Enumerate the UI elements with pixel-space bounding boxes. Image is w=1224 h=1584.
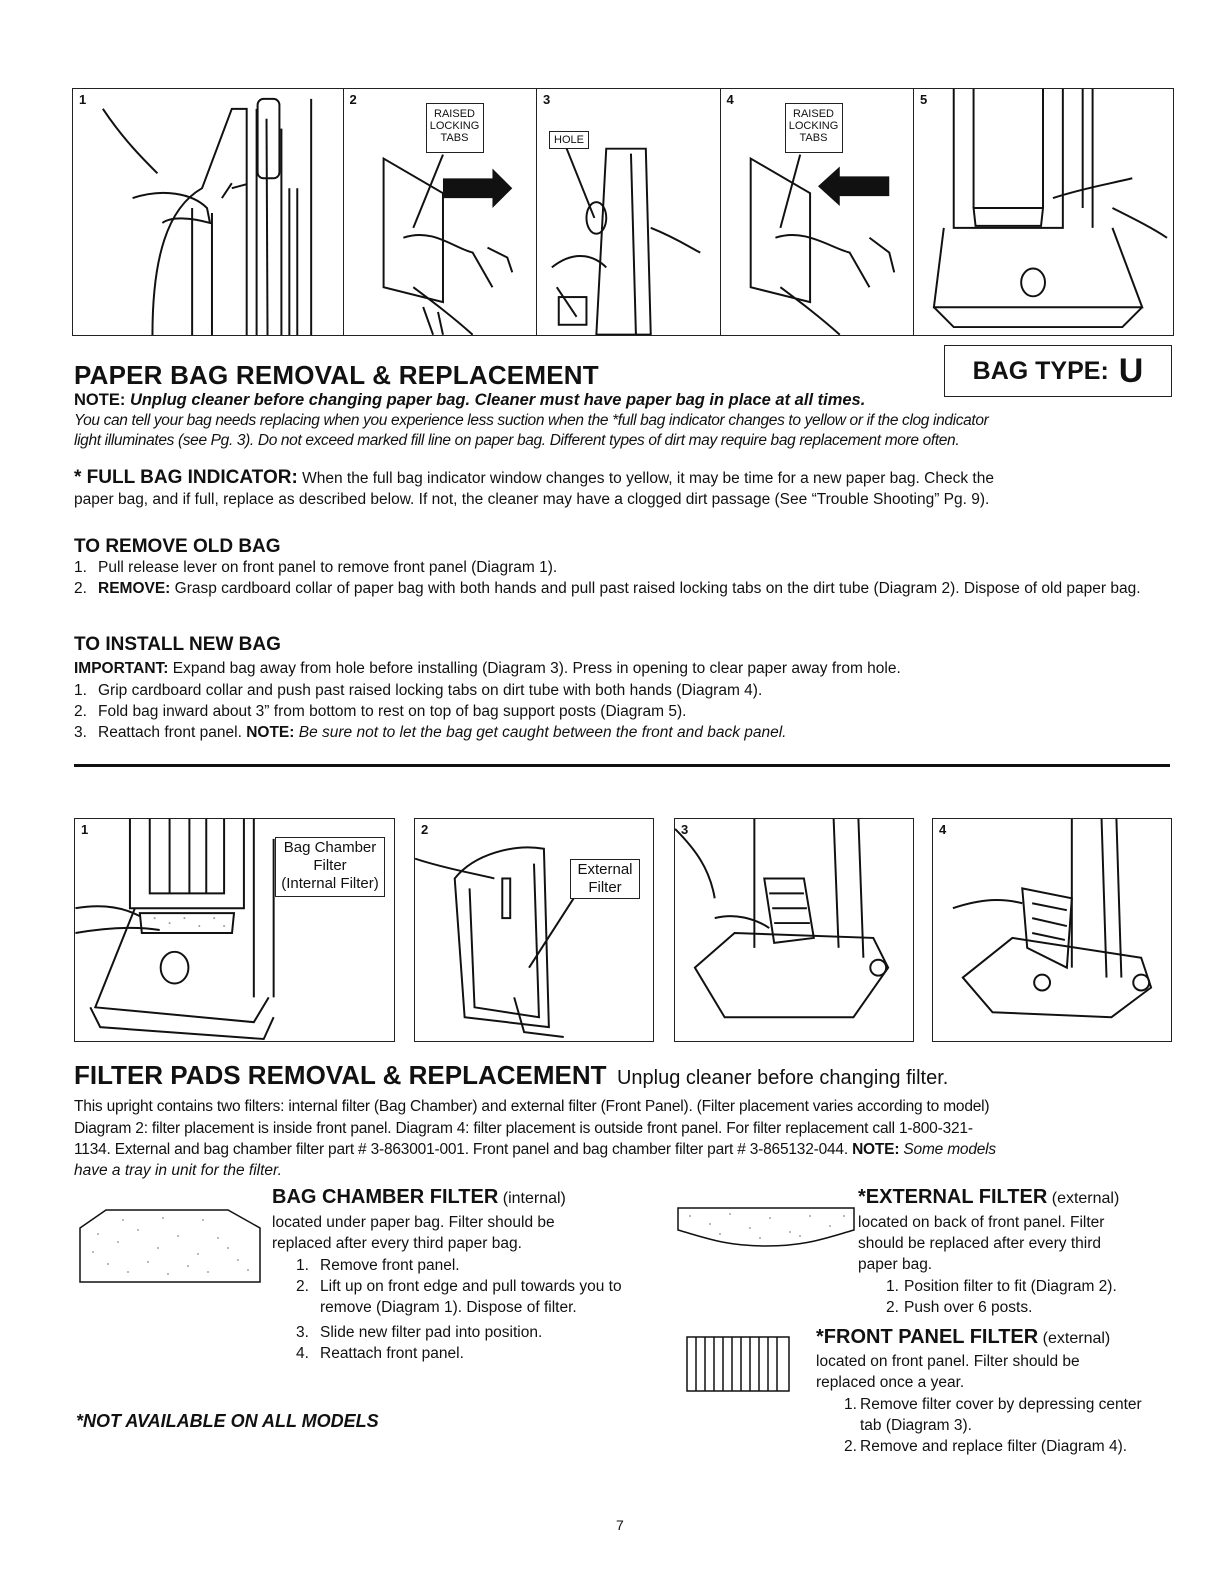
remove-old-bag-steps [74, 557, 1174, 599]
list-item: 1. Pull release lever on front panel to remove front panel (Diagram 1). [74, 559, 558, 576]
bag-type-box [944, 345, 1172, 397]
paper-bag-intro-line1: You can tell your bag needs replacing when you experience less suction when the *full bag indicator changes to yellow or if the clog indicator [74, 412, 989, 429]
figure-number: 3 [681, 822, 689, 837]
filter-pads-title: FILTER PADS REMOVAL & REPLACEMENT [74, 1060, 607, 1090]
full-bag-indicator-line2: paper bag, and if full, replace as described below. If not, the cleaner may have a clogged dirt passage (See “Trouble Shooting” Pg. 9). [74, 491, 990, 508]
filter-figure-3 [674, 818, 914, 1042]
bag-expand-illustration [537, 89, 720, 335]
figure-number: 4 [726, 92, 734, 107]
figure-3-expand-bag [536, 88, 721, 336]
figure-5-fold-bag [913, 88, 1174, 336]
front-panel-filter-desc1: located on front panel. Filter should be [816, 1353, 1080, 1370]
figure-2-pull-bag [343, 88, 538, 336]
front-panel-filter-steps [844, 1394, 1174, 1457]
bag-chamber-filter-callout: Bag Chamber Filter (Internal Filter) [275, 837, 385, 897]
external-filter-title: *EXTERNAL FILTER (external) [858, 1186, 1120, 1208]
filter-pads-title-suffix: Unplug cleaner before changing filter. [616, 1067, 949, 1089]
figure-number: 1 [79, 92, 87, 107]
external-filter-illustration [415, 819, 653, 1041]
bag-fold-illustration [914, 89, 1173, 335]
paper-bag-intro-line2: light illuminates (see Pg. 3). Do not exceed marked fill line on paper bag. Different types of dirt may require bag replacement more often. [74, 432, 960, 449]
install-important: IMPORTANT: Expand bag away from hole before installing (Diagram 3). Press in opening to clear paper away from hole. [74, 660, 901, 677]
bag-type-label: BAG TYPE: [972, 356, 1109, 385]
filter-pads-body-line1: This upright contains two filters: internal filter (Bag Chamber) and external filter (Front Panel). (Filter placement varies according to model) [74, 1098, 990, 1115]
list-item: 1. Grip cardboard collar and push past raised locking tabs on dirt tube with both hands (Diagram 4). [74, 682, 763, 699]
raised-locking-tabs-callout: RAISED LOCKING TABS [785, 103, 843, 153]
hole-callout: HOLE [549, 131, 589, 149]
figure-number: 4 [939, 822, 947, 837]
filter-pads-body-line4: have a tray in unit for the filter. [74, 1162, 282, 1179]
list-item: 1. Remove filter cover by depressing center tab (Diagram 3). [844, 1396, 1142, 1434]
external-filter-pad-image [676, 1206, 856, 1252]
figure-number: 3 [543, 92, 551, 107]
external-filter-steps [886, 1276, 1176, 1318]
list-item: 2. Lift up on front edge and pull towards you to remove (Diagram 1). Dispose of filter. [296, 1278, 622, 1316]
vacuum-illustration [73, 89, 343, 335]
remove-old-bag-heading: TO REMOVE OLD BAG [74, 536, 281, 557]
bag-chamber-filter-steps [296, 1255, 666, 1364]
external-filter-desc1: located on back of front panel. Filter [858, 1214, 1105, 1231]
figure-number: 2 [421, 822, 429, 837]
list-item: 1. Remove front panel. [296, 1257, 460, 1274]
install-new-bag-heading: TO INSTALL NEW BAG [74, 634, 281, 655]
top-figure-row [72, 88, 1174, 336]
list-item: 4. Reattach front panel. [296, 1345, 464, 1362]
full-bag-indicator-line1: * FULL BAG INDICATOR: When the full bag indicator window changes to yellow, it may be time for a new paper bag. Check the [74, 467, 994, 488]
filter-pads-body-line3: 1134. External and bag chamber filter part # 3-863001-001. Front panel and bag chamber filter part # 3-865132-044. NOTE: Some models [74, 1141, 996, 1158]
not-available-note: *NOT AVAILABLE ON ALL MODELS [76, 1411, 379, 1431]
bag-install-illustration [721, 89, 914, 335]
filter-figure-4 [932, 818, 1172, 1042]
front-panel-filter-image [686, 1336, 790, 1392]
front-panel-filter-cover-illustration [675, 819, 913, 1041]
bag-chamber-filter-desc1: located under paper bag. Filter should be [272, 1214, 555, 1231]
figure-number: 1 [81, 822, 89, 837]
bag-chamber-filter-desc2: replaced after every third paper bag. [272, 1235, 522, 1252]
figure-4-install-bag [720, 88, 915, 336]
filter-figure-2 [414, 818, 654, 1042]
list-item: 2. Fold bag inward about 3” from bottom to rest on top of bag support posts (Diagram 5). [74, 703, 687, 720]
paper-bag-note: NOTE: Unplug cleaner before changing paper bag. Cleaner must have paper bag in place at all times. [74, 391, 866, 409]
bag-removal-illustration [344, 89, 537, 335]
figure-1-remove-front-panel [72, 88, 344, 336]
external-filter-callout: External Filter [570, 859, 640, 899]
external-filter-desc2: should be replaced after every third [858, 1235, 1101, 1252]
raised-locking-tabs-callout: RAISED LOCKING TABS [426, 103, 484, 153]
filter-pads-heading [74, 1060, 948, 1091]
section-divider [74, 764, 1170, 767]
front-panel-filter-replace-illustration [933, 819, 1171, 1041]
list-item: 2. REMOVE: Grasp cardboard collar of paper bag with both hands and pull past raised locking tabs on the dirt tube (Diagram 2). Dispose of old paper bag. [74, 580, 1141, 597]
external-filter-desc3: paper bag. [858, 1256, 933, 1273]
list-item: 3. Reattach front panel. NOTE: Be sure not to let the bag get caught between the front and back panel. [74, 724, 787, 741]
figure-number: 2 [349, 92, 357, 107]
filter-figure-1 [74, 818, 395, 1042]
bag-type-value: U [1118, 351, 1144, 390]
paper-bag-title: PAPER BAG REMOVAL & REPLACEMENT [74, 360, 599, 390]
bag-chamber-filter-title: BAG CHAMBER FILTER (internal) [272, 1186, 566, 1208]
filter-pads-body-line2: Diagram 2: filter placement is inside front panel. Diagram 4: filter placement is outside front panel. For filter replacement call 1-800-321- [74, 1120, 973, 1137]
front-panel-filter-desc2: replaced once a year. [816, 1374, 965, 1391]
bag-chamber-filter-pad-image [78, 1208, 262, 1284]
front-panel-filter-title: *FRONT PANEL FILTER (external) [816, 1326, 1111, 1348]
list-item: 3. Slide new filter pad into position. [296, 1324, 543, 1341]
list-item: 2. Remove and replace filter (Diagram 4). [844, 1438, 1128, 1455]
list-item: 1. Position filter to fit (Diagram 2). [886, 1278, 1117, 1295]
install-new-bag-steps [74, 680, 1174, 743]
page-number: 7 [616, 1517, 624, 1533]
figure-number: 5 [920, 92, 928, 107]
list-item: 2. Push over 6 posts. [886, 1299, 1033, 1316]
